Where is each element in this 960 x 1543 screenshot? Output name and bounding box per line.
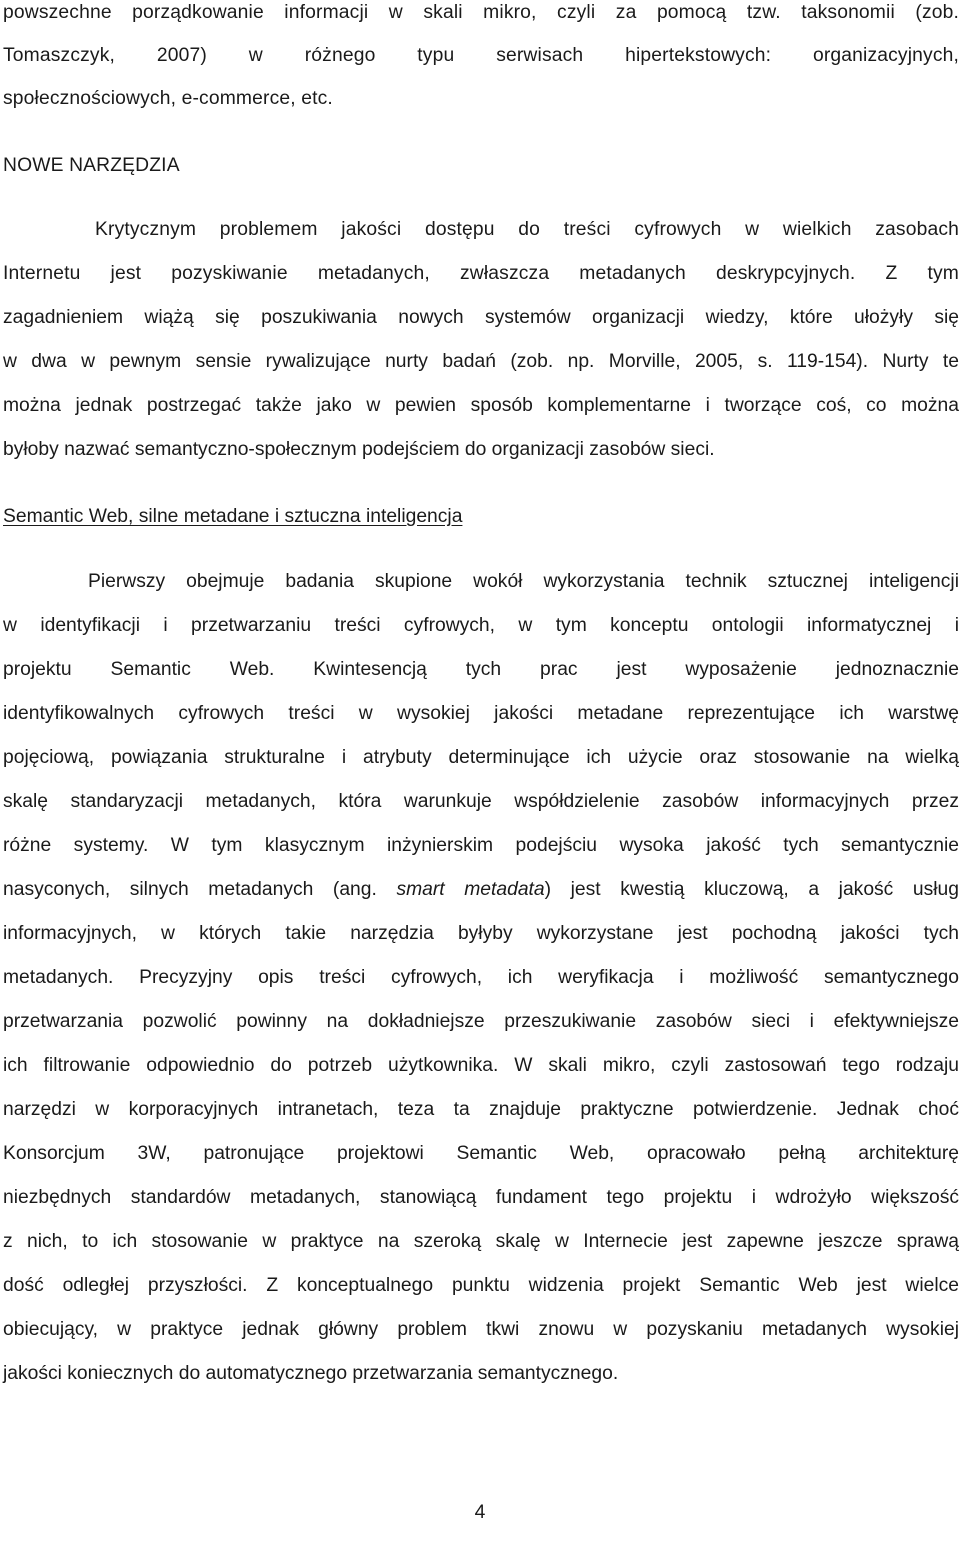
paragraph2-line-1: Pierwszy obejmuje badania skupione wokół wykorzystania technik sztucznej inteligencji [88,571,959,592]
paragraph1-line-3: zagadnieniem wiążą się poszukiwania nowych systemów organizacji wiedzy, które ułożyły się [3,307,959,328]
subheading: Semantic Web, silne metadane i sztuczna inteligencja [3,506,463,527]
page-number: 4 [474,1502,486,1523]
paragraph2-line-12: ich filtrowanie odpowiednio do potrzeb użytkownika. W skali mikro, czyli zastosowań tego rodzaju [3,1055,959,1076]
paragraph2-line-8-after: ) jest kwestią kluczową, a jakość usług [544,879,959,900]
paragraph2-line-6: skalę standaryzacji metadanych, która warunkuje współdzielenie zasobów informacyjnych przez [3,791,959,812]
intro-line-3: społecznościowych, e-commerce, etc. [3,88,333,109]
intro-line-1: powszechne porządkowanie informacji w skali mikro, czyli za pomocą tzw. taksonomii (zob. [3,2,959,23]
paragraph2-line-13: narzędzi w korporacyjnych intranetach, teza ta znajduje praktyczne potwierdzenie. Jednak choć [3,1099,959,1120]
paragraph2-line-3: projektu Semantic Web. Kwintesencją tych prac jest wyposażenie jednoznacznie [3,659,959,680]
paragraph1-line-4: w dwa w pewnym sensie rywalizujące nurty badań (zob. np. Morville, 2005, s. 119-154). Nurty te [3,351,959,372]
paragraph2-line-19: jakości koniecznych do automatycznego przetwarzania semantycznego. [3,1363,619,1384]
paragraph2-line-10: metadanych. Precyzyjny opis treści cyfrowych, ich weryfikacja i możliwość semantycznego [3,967,959,988]
paragraph2-line-11: przetwarzania pozwolić powinny na dokładniejsze przeszukiwanie zasobów sieci i efektywniejsze [3,1011,959,1032]
paragraph2-line-2: w identyfikacji i przetwarzaniu treści cyfrowych, w tym konceptu ontologii informatycznej i [3,615,959,636]
paragraph2-line-4: identyfikowalnych cyfrowych treści w wysokiej jakości metadane reprezentujące ich warstwę [3,703,959,724]
paragraph2-line-15: niezbędnych standardów metadanych, stanowiącą fundament tego projektu i wdrożyło większość [3,1187,959,1208]
paragraph2-line-8 [3,877,959,903]
paragraph2-line-9: informacyjnych, w których takie narzędzia byłyby wykorzystane jest pochodną jakości tych [3,923,959,944]
paragraph1-line-1: Krytycznym problemem jakości dostępu do treści cyfrowych w wielkich zasobach [95,219,959,240]
paragraph1-line-5: można jednak postrzegać także jako w pewien sposób komplementarne i tworzące coś, co można [3,395,959,416]
paragraph1-line-6: byłoby nazwać semantyczno-społecznym podejściem do organizacji zasobów sieci. [3,439,715,460]
intro-line-2: Tomaszczyk, 2007) w różnego typu serwisach hipertekstowych: organizacyjnych, [3,45,959,66]
paragraph2-line-14: Konsorcjum 3W, patronujące projektowi Semantic Web, opracowało pełną architekturę [3,1143,959,1164]
section-heading: NOWE NARZĘDZIA [3,155,180,176]
paragraph2-line-5: pojęciową, powiązania strukturalne i atrybuty determinujące ich użycie oraz stosowanie na wielką [3,747,959,768]
paragraph1-line-2: Internetu jest pozyskiwanie metadanych, zwłaszcza metadanych deskrypcyjnych. Z tym [3,263,959,284]
paragraph2-line-17: dość odległej przyszłości. Z konceptualnego punktu widzenia projekt Semantic Web jest wielce [3,1275,959,1296]
paragraph2-line-8-before: nasyconych, silnych metadanych (ang. [3,879,397,900]
paragraph2-line-7: różne systemy. W tym klasycznym inżynierskim podejściu wysoka jakość tych semantycznie [3,835,959,856]
smart-metadata-term: smart metadata [396,879,545,900]
paragraph2-line-18: obiecujący, w praktyce jednak główny problem tkwi znowu w pozyskaniu metadanych wysokiej [3,1319,959,1340]
paragraph2-line-16: z nich, to ich stosowanie w praktyce na szeroką skalę w Internecie jest zapewne jeszcze sprawą [3,1231,959,1252]
